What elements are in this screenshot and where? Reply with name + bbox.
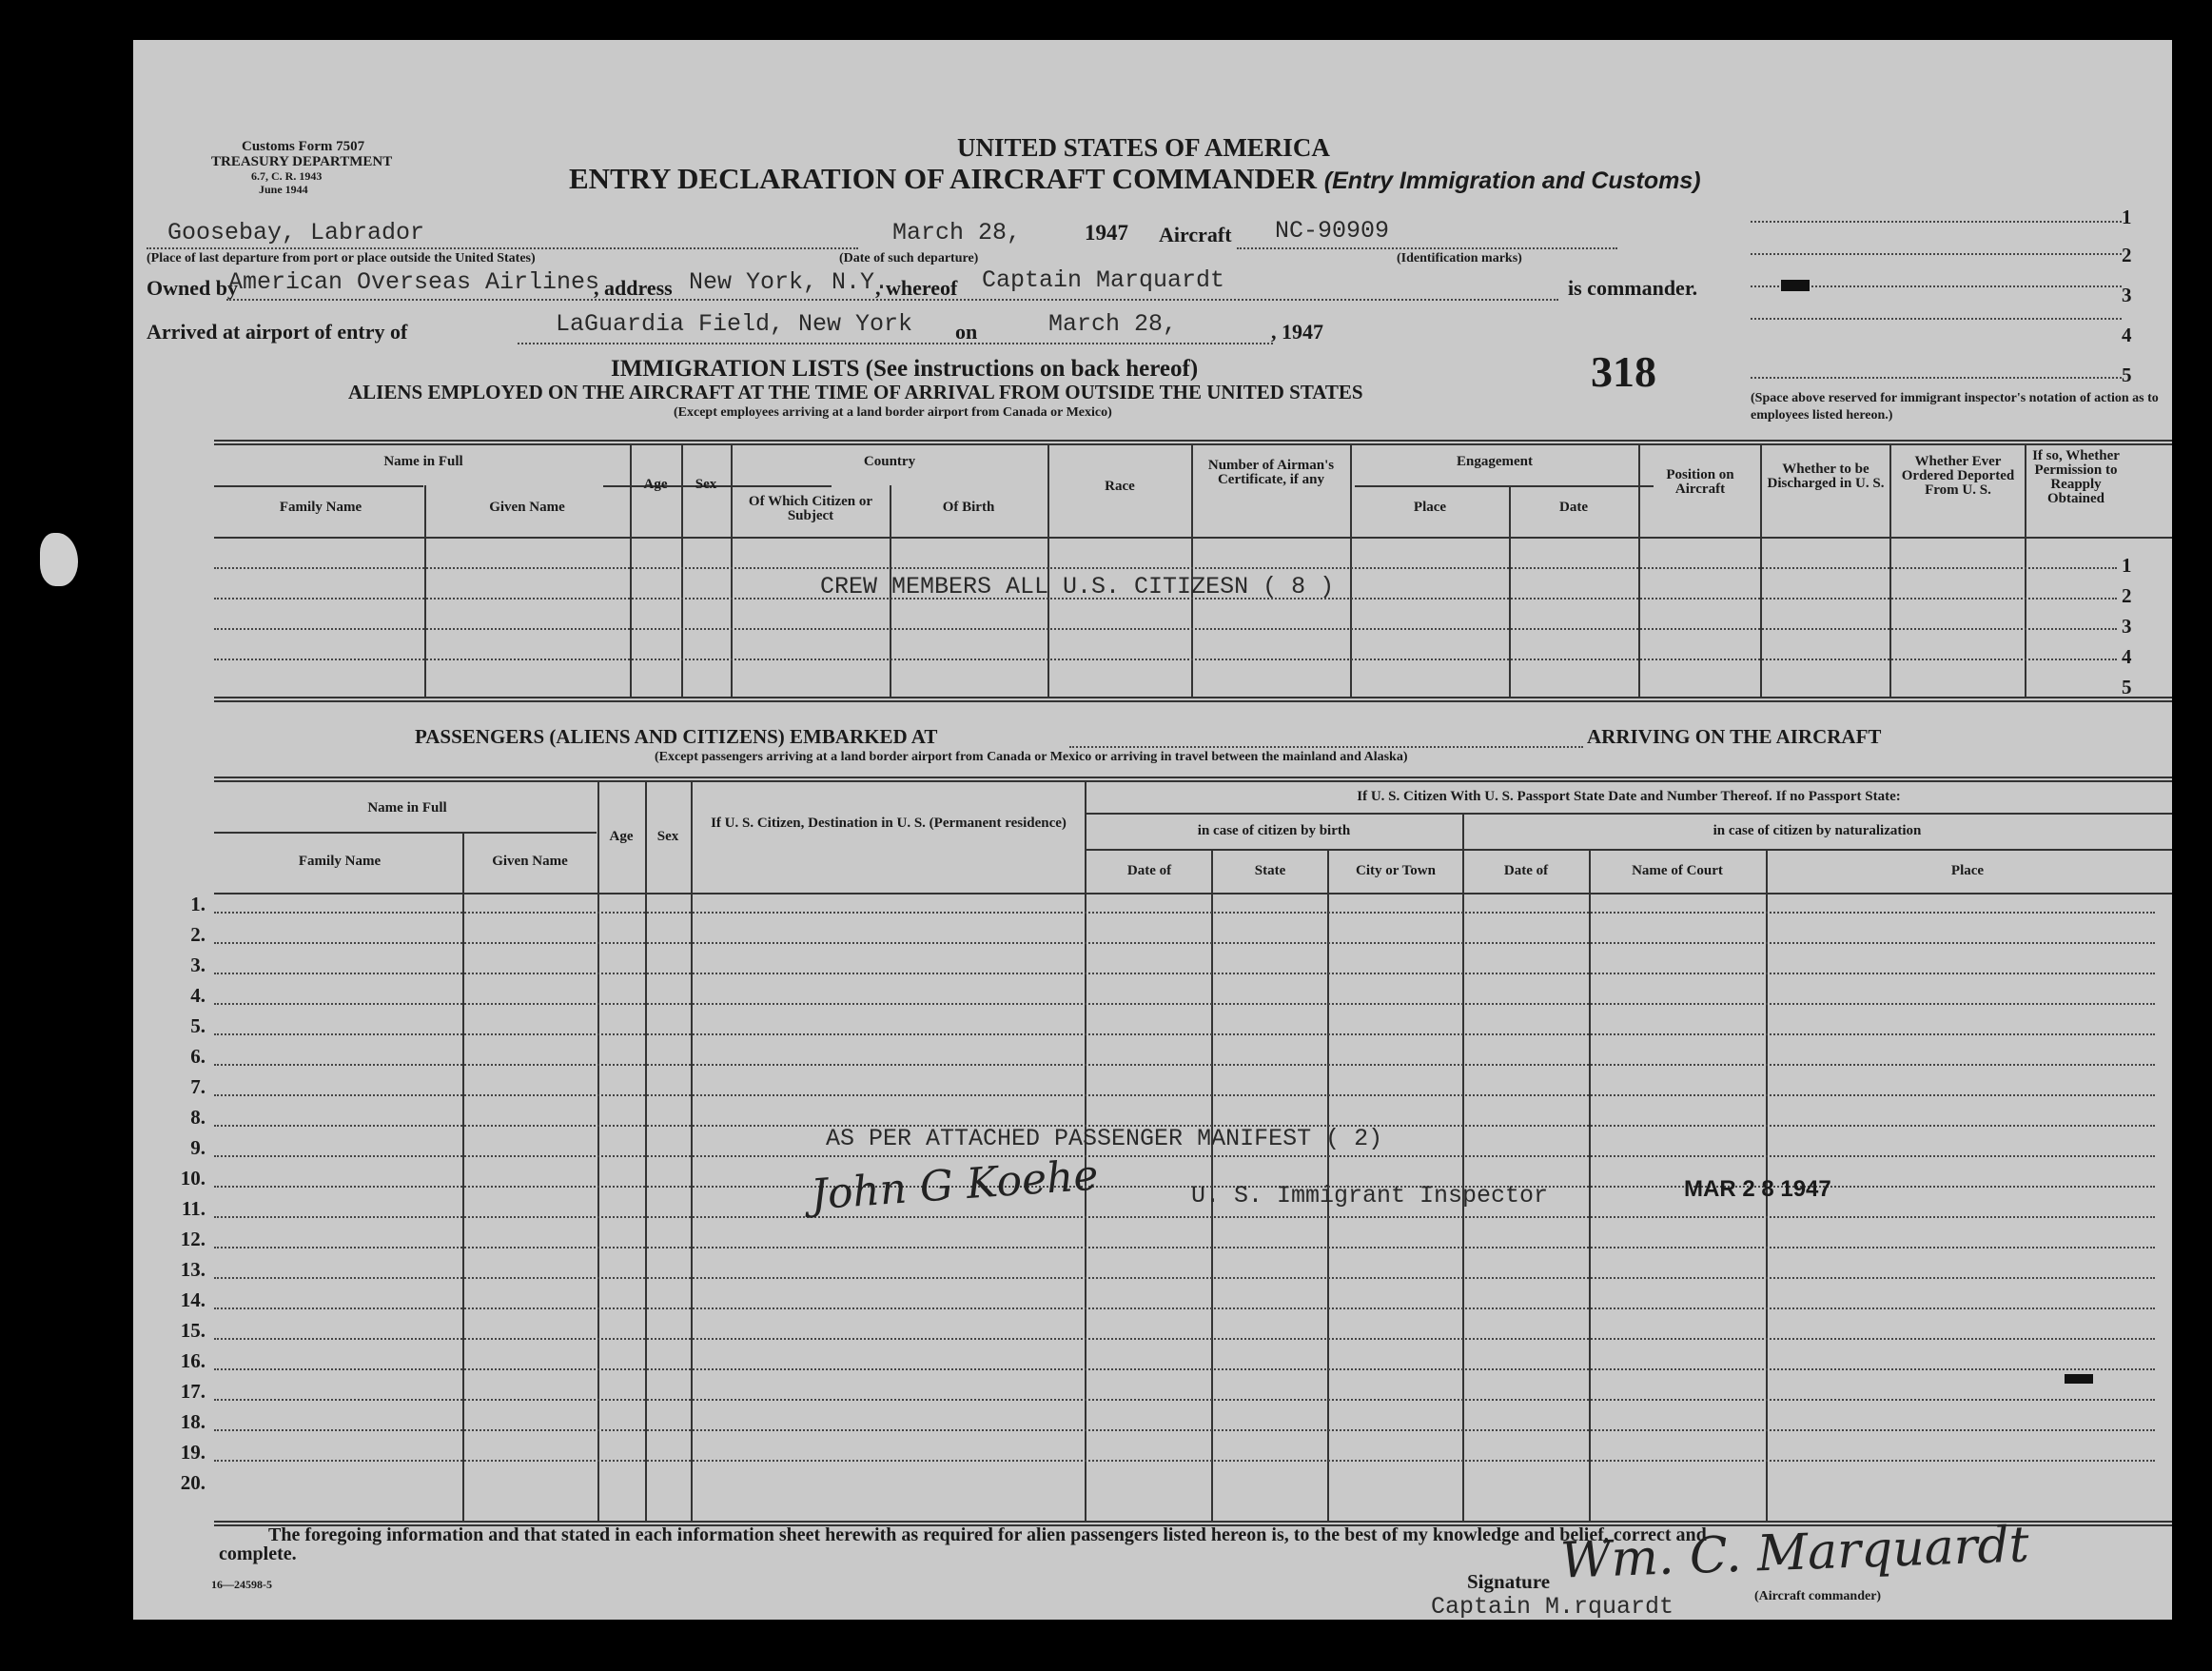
passenger-row-number: 14. [180, 1288, 206, 1311]
passenger-row-number: 17. [180, 1380, 206, 1403]
passenger-row-number: 3. [190, 953, 206, 976]
arrival-on-label: on [955, 320, 978, 344]
form-number: Customs Form 7507 [242, 139, 365, 154]
passengers-caption: (Except passengers arriving at a land border airport from Canada or Mexico or arriving in travel between the mainland and Alaska) [655, 750, 1408, 764]
form-date: June 1944 [259, 183, 308, 196]
commander-label: is commander. [1568, 276, 1698, 300]
col-name-in-full: Name in Full [383, 454, 463, 469]
passengers-title-right: ARRIVING ON THE AIRCRAFT [1587, 725, 1882, 748]
passenger-row [214, 942, 2155, 944]
passenger-row-number: 2. [190, 923, 206, 946]
departure-place: Goosebay, Labrador [167, 219, 425, 246]
reserved-row-number: 2 [2122, 244, 2132, 266]
passenger-row-number: 12. [180, 1228, 206, 1250]
stamp-number: 318 [1591, 347, 1656, 396]
signature-caption: (Aircraft commander) [1754, 1589, 1882, 1603]
passenger-row [214, 1247, 2155, 1248]
p-col-by-birth: in case of citizen by birth [1197, 823, 1351, 838]
passenger-row-number: 7. [190, 1075, 206, 1098]
p-col-date-of-naturalization: Date of [1503, 863, 1549, 878]
passenger-row-number: 16. [180, 1349, 206, 1372]
reserved-note: (Space above reserved for immigrant inspector's notation of action as to employees listed hereon.) [1751, 391, 2159, 423]
crew-row-number: 3 [2122, 615, 2132, 638]
passenger-row [214, 973, 2155, 974]
passenger-row [214, 1277, 2155, 1279]
departure-date-caption: (Date of such departure) [839, 251, 979, 265]
passengers-title: PASSENGERS (ALIENS AND CITIZENS) EMBARKED AT [415, 725, 938, 748]
p-col-given-name: Given Name [492, 854, 568, 869]
p-col-family-name: Family Name [298, 854, 382, 869]
col-race: Race [1105, 479, 1135, 494]
form-cfr: 6.7, C. R. 1943 [251, 169, 323, 183]
certification-statement-end: complete. [219, 1543, 297, 1564]
p-col-date-of: Date of [1126, 863, 1172, 878]
p-col-name-in-full: Name in Full [367, 800, 447, 816]
passenger-row-number: 19. [180, 1441, 206, 1464]
whereof-label: , whereof [875, 276, 958, 300]
departure-date: March 28, [892, 219, 1022, 246]
commander-name: Captain Marquardt [982, 266, 1225, 294]
commander-typed-name: Captain M.rquardt [1431, 1593, 1674, 1621]
department: TREASURY DEPARTMENT [211, 154, 393, 169]
p-col-age: Age [609, 829, 634, 844]
inspector-stamp-date: MAR 2 8 1947 [1684, 1176, 1831, 1202]
passenger-row [214, 1186, 2155, 1188]
reserved-row-number: 3 [2122, 284, 2132, 306]
passenger-row-number: 8. [190, 1106, 206, 1129]
col-permission: If so, Whether Permission to Reapply Obtained [2032, 448, 2120, 506]
arrival-year: , 1947 [1271, 320, 1323, 344]
passenger-row-number: 18. [180, 1410, 206, 1433]
col-place: Place [1413, 500, 1447, 515]
passenger-row-number: 10. [180, 1167, 206, 1189]
passenger-row [214, 1399, 2155, 1401]
reserved-row-number: 4 [2122, 324, 2132, 346]
p-col-place: Place [1950, 863, 1985, 878]
passenger-row-number: 1. [190, 893, 206, 915]
page-title: ENTRY DECLARATION OF AIRCRAFT COMMANDER (Entry Immigration and Customs) [569, 162, 1701, 195]
col-of-birth: Of Birth [942, 500, 995, 515]
col-position: Position on Aircraft [1666, 467, 1734, 497]
col-family-name: Family Name [279, 500, 362, 515]
address-label: , address [594, 276, 673, 300]
col-engagement: Engagement [1457, 454, 1533, 469]
col-citizen-of: Of Which Citizen or Subject [748, 494, 873, 523]
col-certificate: Number of Airman's Certificate, if any [1207, 458, 1335, 487]
aircraft-label: Aircraft [1159, 223, 1232, 246]
passenger-row [214, 1307, 2155, 1309]
passenger-row-number: 6. [190, 1045, 206, 1068]
passenger-row-number: 15. [180, 1319, 206, 1342]
owner-address: New York, N.Y. [689, 268, 890, 296]
passenger-row-number: 13. [180, 1258, 206, 1281]
p-col-passport: If U. S. Citizen With U. S. Passport State Date and Number Thereof. If no Passport State: [1357, 789, 1901, 804]
p-col-city: City or Town [1356, 863, 1436, 878]
immigration-caption: (Except employees arriving at a land border airport from Canada or Mexico) [674, 405, 1112, 420]
crew-row-number: 1 [2122, 554, 2132, 577]
owner-label: Owned by [147, 276, 238, 300]
passenger-row [214, 1064, 2155, 1066]
crew-entry: CREW MEMBERS ALL U.S. CITIZESN ( 8 ) [820, 573, 1335, 600]
crew-row-number: 2 [2122, 584, 2132, 607]
col-country: Country [863, 454, 916, 469]
signature-label: Signature [1467, 1570, 1551, 1593]
arrival-airport: LaGuardia Field, New York [556, 310, 913, 338]
form-sheet [133, 40, 2172, 1620]
col-date: Date [1559, 500, 1588, 515]
p-col-state: State [1254, 863, 1286, 878]
manifest-note: AS PER ATTACHED PASSENGER MANIFEST ( 2) [826, 1125, 1383, 1152]
col-discharged: Whether to be Discharged in U. S. [1767, 462, 1885, 491]
inspector-title: U. S. Immigrant Inspector [1191, 1182, 1549, 1209]
ink-mark [2065, 1374, 2093, 1384]
p-col-court: Name of Court [1632, 863, 1723, 878]
passenger-row [214, 1216, 2155, 1218]
passenger-row-number: 4. [190, 984, 206, 1007]
crew-row-number: 5 [2122, 676, 2132, 698]
reserved-row-number: 1 [2122, 206, 2132, 228]
passenger-row [214, 1429, 2155, 1431]
col-sex: Sex [695, 477, 717, 492]
passenger-row [214, 1155, 2155, 1157]
col-age: Age [643, 477, 668, 492]
p-col-destination: If U. S. Citizen, Destination in U. S. (Permanent residence) [711, 816, 1067, 831]
passenger-row-number: 9. [190, 1136, 206, 1159]
certification-statement: The foregoing information and that stated in each information sheet herewith as required for alien passengers listed hereon is, to the best of my knowledge and belief, correct and [268, 1524, 1707, 1545]
p-col-sex: Sex [656, 829, 679, 844]
passenger-row-number: 5. [190, 1014, 206, 1037]
passenger-row [214, 1033, 2155, 1035]
aircraft-id: NC-90909 [1275, 217, 1390, 245]
p-col-by-naturalization: in case of citizen by naturalization [1713, 823, 1922, 838]
aircraft-caption: (Identification marks) [1397, 251, 1522, 265]
passenger-row [214, 1368, 2155, 1370]
print-code: 16—24598-5 [211, 1578, 272, 1591]
passenger-row-number: 11. [181, 1197, 206, 1220]
departure-year: 1947 [1085, 221, 1128, 245]
ink-blot [40, 533, 78, 586]
arrival-label: Arrived at airport of entry of [147, 320, 408, 344]
ink-mark [1781, 280, 1810, 291]
reserved-row-number: 5 [2122, 364, 2132, 386]
departure-place-caption: (Place of last departure from port or place outside the United States) [147, 251, 536, 265]
passenger-row [214, 1338, 2155, 1340]
passenger-row-number: 20. [180, 1471, 206, 1494]
col-deported: Whether Ever Ordered Deported From U. S. [1901, 454, 2015, 498]
arrival-date: March 28, [1048, 310, 1178, 338]
owner-name: American Overseas Airlines [228, 268, 600, 296]
passenger-row [214, 912, 2155, 914]
crew-row-number: 4 [2122, 645, 2132, 668]
title-country: UNITED STATES OF AMERICA [957, 133, 1330, 162]
immigration-title: IMMIGRATION LISTS (See instructions on back hereof) [611, 356, 1199, 382]
passenger-row [214, 1094, 2155, 1096]
commander-signature: Wm. C. Marquardt [1559, 1516, 2030, 1590]
passenger-row [214, 1003, 2155, 1005]
immigration-subtitle: ALIENS EMPLOYED ON THE AIRCRAFT AT THE TIME OF ARRIVAL FROM OUTSIDE THE UNITED STATES [348, 381, 1363, 403]
passenger-row [214, 1460, 2155, 1462]
inspector-signature: John G Koehe [809, 1150, 1100, 1220]
col-given-name: Given Name [489, 500, 565, 515]
